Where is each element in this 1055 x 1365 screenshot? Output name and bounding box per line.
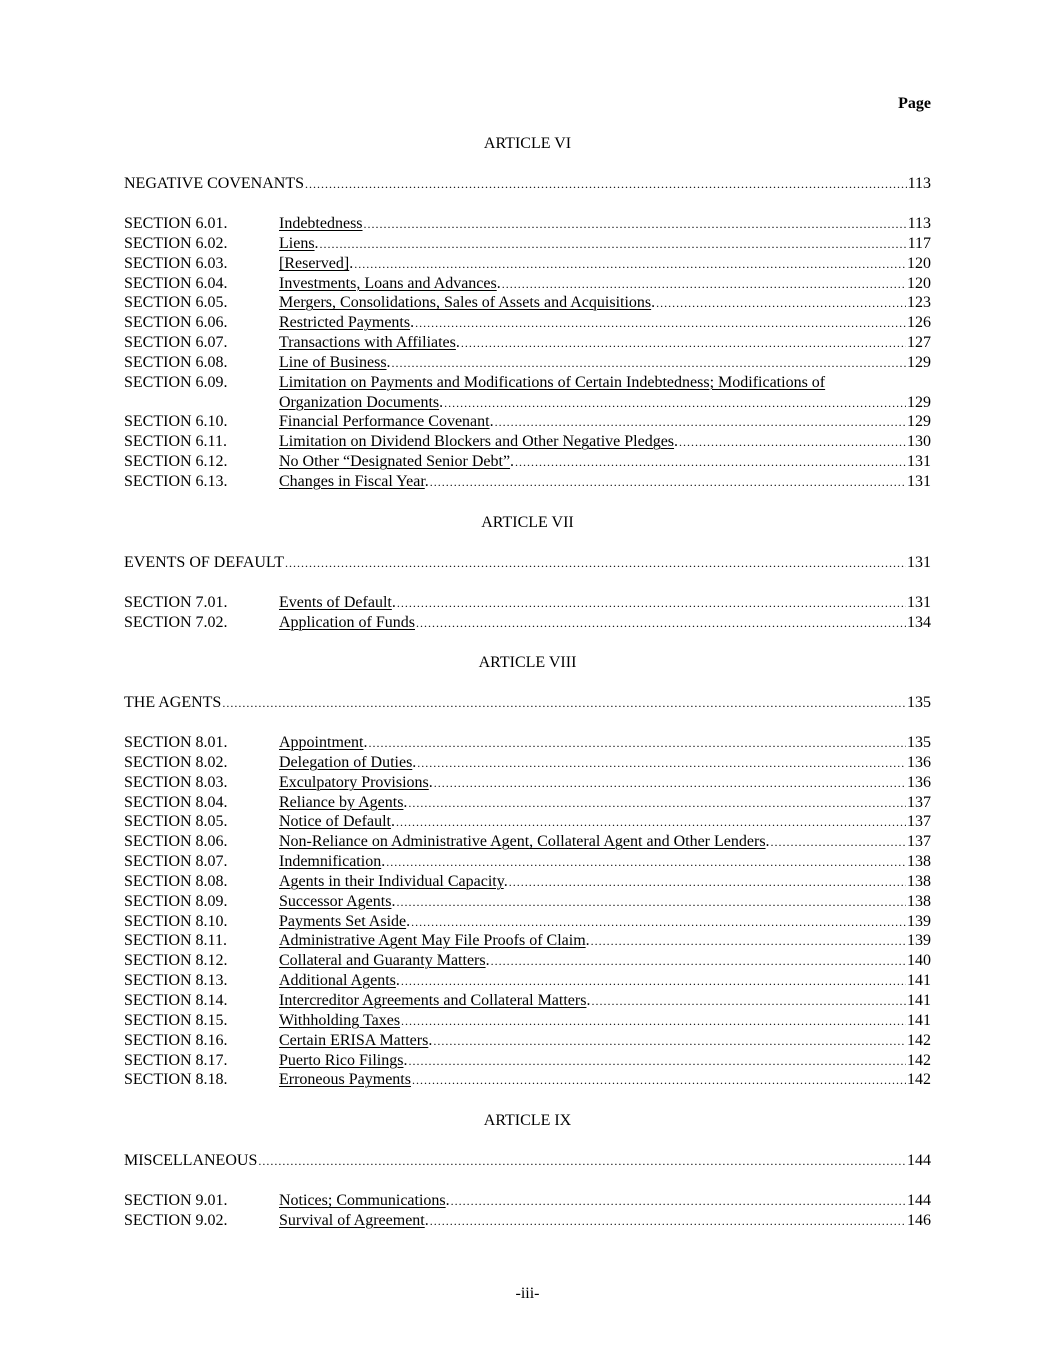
toc-section-entry[interactable]: [124, 214, 931, 234]
toc-section-entry[interactable]: [124, 1011, 931, 1031]
article-heading: NEGATIVE COVENANTS: [124, 175, 304, 192]
section-title-suffix: .: [381, 853, 386, 871]
section-title-suffix: .: [395, 972, 400, 990]
dot-leader: [444, 394, 906, 414]
dot-leader: [461, 334, 906, 354]
page-number: 131: [907, 554, 931, 571]
section-title-link[interactable]: Notice of Default: [279, 813, 391, 831]
section-title-suffix: .: [428, 1031, 433, 1049]
article-title: ARTICLE VII: [481, 514, 574, 531]
dot-leader: [591, 992, 906, 1012]
article-heading-entry[interactable]: [124, 693, 931, 713]
page-number: 117: [907, 234, 931, 252]
toc-section-entry[interactable]: [124, 912, 931, 932]
toc-section-entry[interactable]: [124, 753, 931, 773]
article-heading-entry[interactable]: [124, 174, 931, 194]
section-title-link[interactable]: Line of Business: [279, 353, 387, 371]
section-title-link[interactable]: Payments Set Aside: [279, 912, 407, 930]
section-title-link[interactable]: Changes in Fiscal Year: [279, 472, 425, 490]
section-title-line[interactable]: Limitation on Payments and Modifications of Certain Indebtedness; Modifications of: [279, 373, 826, 391]
page-number: 140: [907, 952, 931, 970]
dot-leader: [656, 294, 906, 314]
dot-leader: [258, 1151, 906, 1171]
section-title-link[interactable]: Reliance by Agents: [279, 793, 404, 811]
page-number: 136: [907, 773, 931, 791]
page-number: 137: [907, 833, 931, 851]
section-title-link[interactable]: Certain ERISA Matters: [279, 1031, 429, 1049]
section-number: SECTION 8.08.: [124, 872, 228, 890]
dot-leader: [401, 972, 906, 992]
section-number: SECTION 8.11.: [124, 932, 227, 950]
section-title-link[interactable]: Additional Agents: [279, 972, 396, 990]
toc-section-entry[interactable]: [124, 432, 931, 452]
dot-leader: [415, 314, 906, 334]
section-title-link[interactable]: Mergers, Consolidations, Sales of Assets and Acquisitions: [279, 294, 652, 312]
toc-section-entry[interactable]: [124, 931, 931, 951]
toc-section-entry[interactable]: [124, 733, 931, 753]
page-number: 137: [907, 793, 931, 811]
article-heading-entry[interactable]: [124, 553, 931, 573]
dot-leader: [591, 932, 906, 952]
section-list: [124, 733, 931, 1090]
page-number: 138: [907, 853, 931, 871]
section-title-suffix: .: [424, 472, 429, 490]
section-title-link[interactable]: Liens: [279, 234, 315, 252]
toc-section-entry[interactable]: [124, 812, 931, 832]
section-list: [124, 593, 931, 633]
section-title-link[interactable]: Events of Default: [279, 594, 392, 611]
page-number: 144: [907, 1192, 931, 1209]
toc-section-entry[interactable]: [124, 472, 931, 492]
toc-section-entry[interactable]: [124, 793, 931, 813]
dot-leader: [430, 473, 906, 493]
dot-leader: [515, 453, 906, 473]
page-number: 131: [907, 594, 931, 611]
section-title-link[interactable]: Investments, Loans and Advances: [279, 274, 497, 292]
toc-section-entry[interactable]: [124, 593, 931, 613]
section-title-suffix: .: [410, 314, 415, 332]
section-number: SECTION 6.03.: [124, 254, 228, 272]
toc-section-entry[interactable]: [124, 892, 931, 912]
section-title-link[interactable]: Indebtedness: [279, 215, 363, 232]
dot-leader: [392, 354, 906, 374]
section-title-suffix: .: [390, 813, 395, 831]
section-title-suffix: .: [586, 991, 591, 1009]
page-number: 142: [907, 1051, 931, 1069]
section-title-link[interactable]: Application of Funds: [279, 613, 415, 631]
page-number: 144: [907, 1152, 931, 1169]
article-title: ARTICLE IX: [483, 1112, 572, 1129]
toc-section-entry[interactable]: [124, 872, 931, 892]
toc-section-entry[interactable]: [124, 1191, 931, 1211]
page-number: 120: [907, 254, 931, 272]
section-number: SECTION 6.07.: [124, 334, 228, 352]
dot-leader: [222, 693, 906, 713]
dot-leader: [509, 873, 906, 893]
page-number: 135: [907, 694, 931, 711]
article-title: ARTICLE VI: [483, 135, 572, 152]
section-title-suffix: .: [489, 413, 494, 431]
section-number: SECTION 8.01.: [124, 734, 228, 751]
section-number: SECTION 9.01.: [124, 1192, 228, 1209]
page-number: 129: [907, 393, 931, 411]
page-number: 135: [907, 734, 931, 751]
section-number: SECTION 6.04.: [124, 274, 228, 292]
section-title-suffix: .: [503, 872, 508, 890]
section-number: SECTION 6.11.: [124, 433, 227, 451]
section-title-suffix: .: [412, 753, 417, 771]
toc-section-entry[interactable]: [124, 333, 931, 353]
dot-leader: [451, 1192, 906, 1212]
section-title-suffix: .: [403, 1051, 408, 1069]
section-title-link[interactable]: [Reserved]: [279, 254, 350, 272]
page-number: 134: [907, 613, 931, 631]
dot-leader: [771, 833, 906, 853]
section-title-suffix: .: [439, 393, 444, 411]
section-title-link[interactable]: No Other “Designated Senior Debt”: [279, 453, 511, 471]
toc-section-entry[interactable]: [124, 951, 931, 971]
page-number: 120: [907, 274, 931, 292]
section-list: [124, 214, 931, 492]
section-number: SECTION 8.17.: [124, 1051, 228, 1069]
page-number: 142: [907, 1031, 931, 1049]
section-number: SECTION 8.10.: [124, 912, 228, 930]
section-number: SECTION 7.01.: [124, 594, 228, 611]
section-title-suffix: .: [386, 353, 391, 371]
dot-leader: [411, 913, 906, 933]
page-number: 129: [907, 353, 931, 371]
page-number: 137: [907, 813, 931, 831]
section-title-link[interactable]: Organization Documents: [279, 393, 440, 411]
section-number: SECTION 6.09.: [124, 373, 228, 391]
section-number: SECTION 8.16.: [124, 1031, 228, 1049]
section-number: SECTION 8.02.: [124, 753, 228, 771]
section-title-link[interactable]: Delegation of Duties: [279, 753, 413, 771]
section-number: SECTION 8.13.: [124, 972, 228, 990]
dot-leader: [386, 853, 906, 873]
page-number: 146: [907, 1211, 931, 1229]
section-number: SECTION 8.15.: [124, 1011, 228, 1029]
page-number: 113: [907, 215, 931, 232]
section-title-suffix: .: [403, 793, 408, 811]
section-title-link[interactable]: Withholding Taxes: [279, 1011, 401, 1029]
toc-section-entry[interactable]: [124, 313, 931, 333]
dot-leader: [320, 235, 907, 255]
section-number: SECTION 6.05.: [124, 294, 228, 312]
article-heading: EVENTS OF DEFAULT: [124, 554, 285, 571]
toc-section-entry[interactable]: [124, 1070, 931, 1090]
toc-section-entry[interactable]: [124, 971, 931, 991]
section-list: [124, 1191, 931, 1231]
section-number: SECTION 6.06.: [124, 314, 228, 332]
dot-leader: [416, 614, 906, 634]
toc-section-entry[interactable]: [124, 234, 931, 254]
section-number: SECTION 8.04.: [124, 793, 228, 811]
article-heading: MISCELLANEOUS: [124, 1152, 258, 1169]
section-title-link[interactable]: Financial Performance Covenant: [279, 413, 490, 431]
page-number: 113: [907, 175, 931, 192]
page-number: 129: [907, 413, 931, 431]
article-heading: THE AGENTS: [124, 694, 222, 711]
toc-section-entry[interactable]: [124, 852, 931, 872]
section-number: SECTION 8.03.: [124, 773, 228, 791]
section-title-link[interactable]: Notices; Communications: [279, 1192, 446, 1209]
section-title-link[interactable]: Collateral and Guaranty Matters: [279, 952, 486, 970]
dot-leader: [430, 1212, 906, 1232]
page-column-label: Page: [898, 95, 931, 112]
section-title-link[interactable]: Limitation on Dividend Blockers and Other Negative Pledges: [279, 433, 675, 451]
section-number: SECTION 6.12.: [124, 453, 228, 471]
toc-section-entry[interactable]: [124, 832, 931, 852]
toc-section-entry[interactable]: [124, 412, 931, 432]
section-number: SECTION 7.02.: [124, 613, 228, 631]
section-title-link[interactable]: Intercreditor Agreements and Collateral Matters: [279, 991, 587, 1009]
section-number: SECTION 6.10.: [124, 413, 228, 431]
section-title-suffix: .: [485, 952, 490, 970]
toc-section-entry[interactable]: [124, 254, 931, 274]
dot-leader: [495, 413, 906, 433]
dot-leader: [434, 774, 906, 794]
dot-leader: [305, 174, 907, 194]
section-number: SECTION 6.01.: [124, 215, 228, 232]
section-number: SECTION 8.18.: [124, 1071, 228, 1089]
page-number: 138: [907, 892, 931, 910]
section-title-suffix: .: [314, 234, 319, 252]
dot-leader: [417, 754, 906, 774]
dot-leader: [401, 1012, 906, 1032]
section-title-link[interactable]: Transactions with Affiliates: [279, 334, 456, 352]
toc-section-entry[interactable]: [124, 991, 931, 1011]
page-number: 127: [907, 334, 931, 352]
dot-leader: [396, 813, 906, 833]
page-number: 136: [907, 753, 931, 771]
page-number: 131: [907, 453, 931, 471]
section-title-link[interactable]: Appointment: [279, 734, 364, 751]
dot-leader: [412, 1071, 906, 1091]
section-title-suffix: .: [391, 594, 396, 611]
toc-section-entry[interactable]: [124, 293, 931, 313]
toc-page: [124, 0, 931, 1365]
section-title-link[interactable]: Administrative Agent May File Proofs of Claim: [279, 932, 586, 950]
toc-section-entry[interactable]: [124, 773, 931, 793]
section-title-suffix: .: [406, 912, 411, 930]
section-title-suffix: .: [391, 892, 396, 910]
section-number: SECTION 8.07.: [124, 853, 228, 871]
section-title-suffix: .: [455, 334, 460, 352]
dot-leader: [396, 893, 906, 913]
toc-section-entry[interactable]: [124, 373, 931, 413]
section-number: SECTION 9.02.: [124, 1211, 228, 1229]
section-number: SECTION 6.13.: [124, 472, 228, 490]
section-title-suffix: .: [510, 453, 515, 471]
page-number: 141: [907, 972, 931, 990]
dot-leader: [354, 255, 906, 275]
dot-leader: [397, 594, 906, 614]
section-title-link[interactable]: Survival of Agreement: [279, 1211, 425, 1229]
section-title-suffix: .: [349, 254, 354, 272]
article-heading-entry[interactable]: [124, 1151, 931, 1171]
section-title-suffix: .: [496, 274, 501, 292]
dot-leader: [368, 734, 906, 754]
dot-leader: [433, 1032, 906, 1052]
section-number: SECTION 6.02.: [124, 234, 228, 252]
dot-leader: [408, 1052, 906, 1072]
page-number-footer: -iii-: [515, 1285, 540, 1302]
dot-leader: [364, 215, 907, 235]
article-title: ARTICLE VIII: [478, 654, 577, 671]
section-title-link[interactable]: Puerto Rico Filings: [279, 1051, 404, 1069]
toc-section-entry[interactable]: [124, 452, 931, 472]
dot-leader: [679, 433, 906, 453]
section-title-suffix: .: [674, 433, 679, 451]
page-number: 138: [907, 872, 931, 890]
section-number: SECTION 6.08.: [124, 353, 228, 371]
page-number: 123: [907, 294, 931, 312]
dot-leader: [285, 553, 906, 573]
section-number: SECTION 8.06.: [124, 833, 228, 851]
page-number: 130: [907, 433, 931, 451]
toc-section-entry[interactable]: [124, 1031, 931, 1051]
dot-leader: [502, 275, 906, 295]
toc-section-entry[interactable]: [124, 1051, 931, 1071]
section-title-link[interactable]: Indemnification: [279, 853, 382, 871]
section-title-link[interactable]: Erroneous Payments: [279, 1071, 411, 1089]
page-number: 126: [907, 314, 931, 332]
page-number: 141: [907, 1011, 931, 1029]
section-title-link[interactable]: Non-Reliance on Administrative Agent, Collateral Agent and Other Lenders: [279, 833, 766, 851]
page-number: 139: [907, 932, 931, 950]
dot-leader: [491, 952, 906, 972]
page-number: 142: [907, 1071, 931, 1089]
toc-section-entry[interactable]: [124, 353, 931, 373]
toc-section-entry[interactable]: [124, 613, 931, 633]
section-title-suffix: .: [765, 833, 770, 851]
toc-section-entry[interactable]: [124, 1211, 931, 1231]
toc-section-entry[interactable]: [124, 274, 931, 294]
section-title-suffix: .: [445, 1192, 450, 1209]
section-number: SECTION 8.05.: [124, 813, 228, 831]
section-title-link[interactable]: Agents in their Individual Capacity: [279, 872, 504, 890]
section-title-suffix: .: [585, 932, 590, 950]
page-number: 139: [907, 912, 931, 930]
page-number: 141: [907, 991, 931, 1009]
section-title-suffix: .: [424, 1211, 429, 1229]
section-number: SECTION 8.12.: [124, 952, 228, 970]
section-title-link[interactable]: Exculpatory Provisions: [279, 773, 429, 791]
section-title-suffix: .: [428, 773, 433, 791]
section-number: SECTION 8.09.: [124, 892, 228, 910]
section-number: SECTION 8.14.: [124, 991, 228, 1009]
section-title-suffix: .: [651, 294, 656, 312]
section-title-link[interactable]: Successor Agents: [279, 892, 392, 910]
section-title-link[interactable]: Restricted Payments: [279, 314, 411, 332]
dot-leader: [408, 794, 906, 814]
section-title-suffix: .: [363, 734, 368, 751]
page-number: 131: [907, 472, 931, 490]
